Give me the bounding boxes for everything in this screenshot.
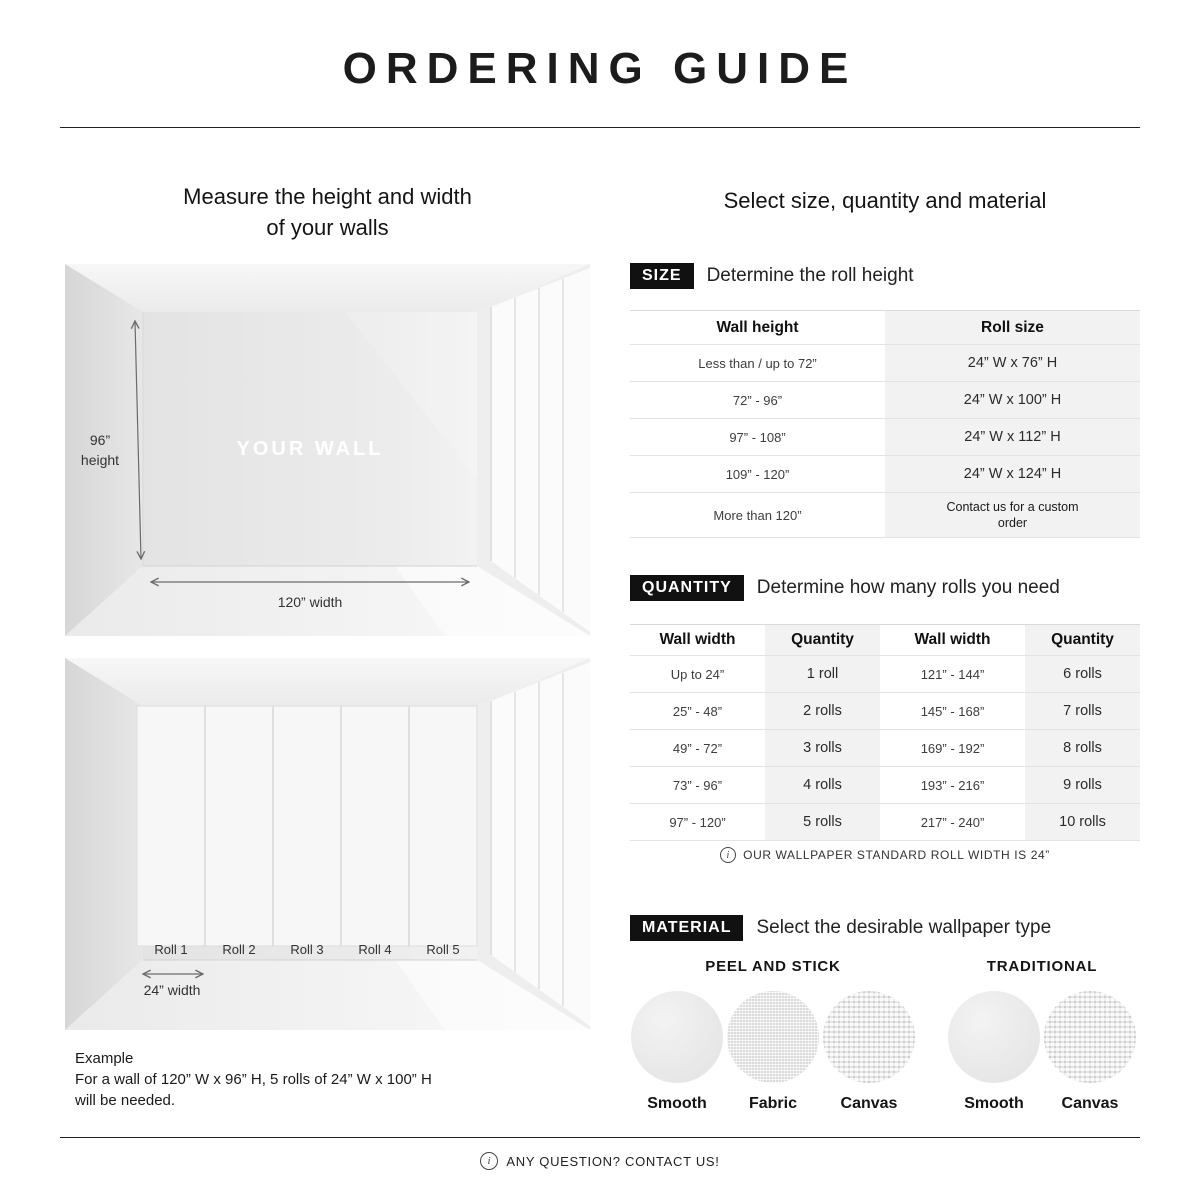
material-option-smooth-traditional — [948, 991, 1040, 1113]
wall-width-cell: 217” - 240” — [920, 814, 985, 830]
qty-header-quantity-1: Quantity — [765, 625, 880, 655]
smooth-label: Smooth — [964, 1095, 1024, 1112]
quantity-table-row — [630, 656, 1140, 693]
roll-label-4: Roll 4 — [358, 942, 392, 957]
peel-and-stick-label: PEEL AND STICK — [705, 958, 841, 975]
example-block — [75, 1048, 535, 1111]
quantity-badge: QUANTITY — [630, 575, 744, 601]
qty-header-wall-width-2: Wall width — [914, 631, 991, 648]
quantity-cell: 7 rolls — [1025, 693, 1140, 729]
quantity-cell: 9 rolls — [1025, 767, 1140, 803]
size-table-row — [630, 345, 1140, 382]
room-illustration-measure — [65, 264, 590, 636]
footer-text: ANY QUESTION? CONTACT US! — [506, 1153, 720, 1169]
page-title: ORDERING GUIDE — [342, 44, 858, 93]
custom-order-text: Contact us for a custom order — [946, 499, 1079, 530]
wall-height-cell: More than 120” — [713, 507, 802, 523]
wall-height-dimension — [71, 430, 129, 471]
material-option-fabric — [727, 991, 819, 1113]
canvas-texture-swatch — [1044, 991, 1136, 1083]
top-divider — [60, 127, 1140, 128]
quantity-table-row — [630, 767, 1140, 804]
room-illustration-rolls — [65, 658, 590, 1030]
size-header-roll-size: Roll size — [885, 311, 1140, 344]
wall-height-cell: 97” - 108” — [729, 429, 786, 445]
wall-height-word: height — [80, 452, 120, 469]
material-option-canvas — [823, 991, 915, 1113]
quantity-cell: 2 rolls — [765, 693, 880, 729]
quantity-table-row — [630, 693, 1140, 730]
quantity-cell: 6 rolls — [1025, 656, 1140, 692]
material-subtitle: Select the desirable wallpaper type — [756, 917, 1052, 938]
smooth-texture-swatch — [948, 991, 1040, 1083]
roll-size-cell: 24” W x 100” H — [885, 382, 1140, 418]
quantity-table-row — [630, 730, 1140, 767]
info-icon: i — [720, 847, 736, 863]
size-table-row — [630, 382, 1140, 419]
roll-labels — [65, 942, 590, 958]
quantity-table-row — [630, 804, 1140, 841]
quantity-cell: 10 rolls — [1025, 804, 1140, 840]
wall-width-cell: 169” - 192” — [920, 740, 985, 756]
quantity-cell: 8 rolls — [1025, 730, 1140, 766]
roll-label-1: Roll 1 — [154, 942, 188, 957]
fabric-texture-swatch — [727, 991, 819, 1083]
quantity-cell: 3 rolls — [765, 730, 880, 766]
size-subtitle: Determine the roll height — [706, 265, 914, 286]
traditional-label: TRADITIONAL — [986, 958, 1098, 975]
roll-width-dimension: 24” width — [143, 982, 201, 998]
material-option-smooth — [631, 991, 723, 1113]
example-line1: For a wall of 120” W x 96” H, 5 rolls of 24” W x 100” H — [75, 1071, 432, 1088]
roll-label-2: Roll 2 — [222, 942, 256, 957]
note-text: OUR WALLPAPER STANDARD ROLL WIDTH IS 24” — [743, 848, 1050, 862]
example-line2: will be needed. — [75, 1092, 176, 1109]
your-wall-label: YOUR WALL — [236, 438, 384, 460]
smooth-texture-swatch — [631, 991, 723, 1083]
canvas-label: Canvas — [840, 1095, 898, 1112]
bottom-divider — [60, 1137, 1140, 1138]
wall-width-cell: 97” - 120” — [669, 814, 726, 830]
measure-heading — [65, 182, 590, 244]
size-table — [630, 310, 1140, 538]
room-3d-rolls-icon — [65, 658, 590, 1030]
size-table-row — [630, 419, 1140, 456]
material-group-peel-and-stick — [629, 958, 917, 1113]
wall-width-cell: 73” - 96” — [672, 777, 723, 793]
qty-header-wall-width-1: Wall width — [659, 631, 736, 648]
quantity-table-header-row — [630, 625, 1140, 656]
select-heading: Select size, quantity and material — [723, 188, 1047, 213]
measure-heading-line1: Measure the height and width — [183, 184, 472, 209]
qty-header-quantity-2: Quantity — [1025, 625, 1140, 655]
roll-width-note — [630, 847, 1140, 863]
footer-contact-note — [0, 1152, 1200, 1170]
example-title: Example — [75, 1050, 134, 1067]
roll-size-cell: 24” W x 112” H — [885, 419, 1140, 455]
size-badge: SIZE — [630, 263, 694, 289]
size-table-row — [630, 456, 1140, 493]
size-table-header-row — [630, 311, 1140, 345]
wall-width-cell: 121” - 144” — [920, 666, 985, 682]
size-section-header — [630, 263, 914, 289]
roll-label-3: Roll 3 — [290, 942, 324, 957]
fabric-label: Fabric — [748, 1095, 797, 1112]
wall-width-cell: 25” - 48” — [672, 703, 723, 719]
measure-heading-line2: of your walls — [266, 214, 389, 240]
quantity-section-header — [630, 575, 1060, 601]
quantity-cell: 1 roll — [765, 656, 880, 692]
canvas-label: Canvas — [1061, 1095, 1119, 1112]
quantity-cell: 5 rolls — [765, 804, 880, 840]
material-badge: MATERIAL — [630, 915, 743, 941]
quantity-table — [630, 624, 1140, 841]
roll-size-cell: 24” W x 76” H — [885, 345, 1140, 381]
wall-width-cell: 145” - 168” — [920, 703, 985, 719]
smooth-label: Smooth — [647, 1095, 707, 1112]
roll-size-cell: 24” W x 124” H — [885, 456, 1140, 492]
wall-height-cell: 109” - 120” — [725, 466, 790, 482]
size-header-wall-height: Wall height — [716, 318, 799, 336]
wall-width-dimension: 120” width — [277, 594, 343, 610]
quantity-cell: 4 rolls — [765, 767, 880, 803]
wall-height-cell: 72” - 96” — [732, 392, 783, 408]
info-icon: i — [480, 1152, 498, 1170]
wall-width-cell: Up to 24” — [670, 666, 725, 682]
material-group-traditional — [944, 958, 1140, 1113]
roll-label-5: Roll 5 — [426, 942, 460, 957]
roll-size-cell — [885, 493, 1140, 537]
quantity-subtitle: Determine how many rolls you need — [756, 577, 1060, 598]
wall-height-cell: Less than / up to 72” — [698, 355, 817, 371]
wall-width-cell: 49” - 72” — [672, 740, 723, 756]
size-table-row — [630, 493, 1140, 538]
canvas-texture-swatch — [823, 991, 915, 1083]
wall-width-cell: 193” - 216” — [920, 777, 985, 793]
material-option-canvas-traditional — [1044, 991, 1136, 1113]
wall-height-value: 96” — [89, 432, 111, 448]
material-section-header — [630, 915, 1051, 941]
